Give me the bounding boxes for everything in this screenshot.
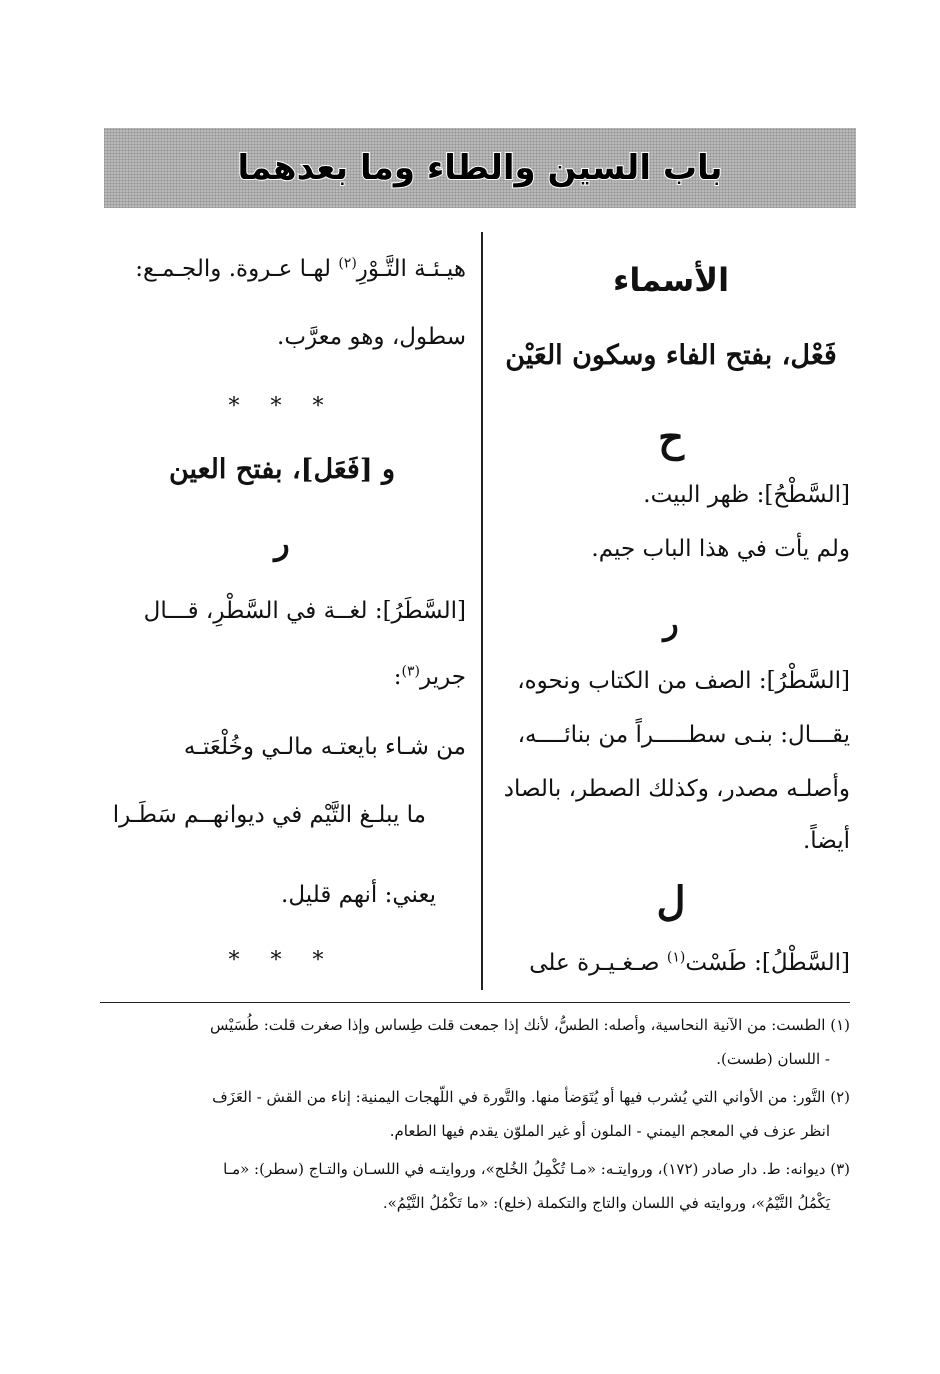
section-title: الأسماء <box>612 261 730 299</box>
separator-stars-bottom: * * * <box>228 948 336 973</box>
entry-satr-line4: أيضاً. <box>802 828 850 854</box>
chapter-banner <box>104 128 856 208</box>
letter-heading-lam: ل <box>656 878 686 925</box>
separator-stars-top: * * * <box>228 394 336 419</box>
entry-satr-line1: [السَّطْرُ]: الصف من الكتاب ونحوه، <box>517 668 850 694</box>
footnote-3-line2: يَكْمُلُ التَّيْمُ»، وروايته في اللسان والتاج والتكملة (خلع): «ما تَكْمُلُ التَّيْمُ». <box>382 1194 830 1212</box>
letter-heading-ra-left: ر <box>274 524 290 562</box>
column-divider <box>481 232 483 990</box>
continuation-line2: سطول، وهو معرَّب. <box>277 324 466 350</box>
poem-line2: ما يبلـغ التَّيْم في ديوانهــم سَطَـرا <box>112 802 426 828</box>
continuation-text-a: هيـئـة التَّـوْرِ <box>356 256 466 282</box>
footnote-2-line1: (٢) التَّور: من الأواني التي يُشرب فيها أو يُتَوَضأ منها. والتَّورة في اللّهجات اليمنية: إناء من القش - العَزَف <box>212 1088 850 1106</box>
footnote-ref-1[interactable]: (١) <box>666 949 686 966</box>
meaning-line: يعني: أنهم قليل. <box>281 882 436 908</box>
entry-satl-text-a: [السَّطْلُ]: طَسْت <box>685 950 850 976</box>
entry-satl-text-b: صـغـيـرة على <box>529 950 667 976</box>
chapter-title: باب السين والطاء وما بعدهما <box>237 148 723 188</box>
poem-line1: من شـاء بايعتـه مالـي وخُلْعَتـه <box>183 734 466 760</box>
pattern-heading-faal: و [فَعَل]، بفتح العين <box>168 454 396 485</box>
entry-satl-line1 <box>492 948 850 978</box>
footnote-3-line1: (٣) ديوانه: ط. دار صادر (١٧٢)، وروايتـه: «مـا تُكْمِلُ الخُلج»، وروايتـه في اللسـان والتـاج (سطر): «مـا <box>223 1160 850 1178</box>
footnote-rule <box>100 1002 850 1003</box>
entry-satr-line2: يقـــال: بنـى سطـــــراً من بنائــــه، <box>517 722 850 748</box>
letter-heading-ha: ح <box>658 414 684 461</box>
continuation-text-b: لهـا عـروة. والجـمـع: <box>135 256 339 282</box>
continuation-line1 <box>98 254 466 284</box>
note-no-jim: ولم يأت في هذا الباب جيم. <box>591 536 850 562</box>
colon: : <box>393 664 402 690</box>
poet-name: جرير <box>420 664 466 690</box>
footnote-ref-2[interactable]: (٢) <box>338 255 357 272</box>
footnote-1-line2: - اللسان (طست). <box>716 1050 830 1068</box>
entry-satar-line1: [السَّطَرُ]: لغــة في السَّطْرِ، قـــال <box>143 598 466 624</box>
footnote-ref-3[interactable]: (٣) <box>401 663 420 680</box>
footnote-1-line1: (١) الطست: من الآنية النحاسية، وأصله: الطسُّ، لأنك إذا جمعت قلت طِساس وإذا صغرت قلت: طُسَيْس <box>209 1016 850 1034</box>
letter-heading-ra: ر <box>663 604 679 642</box>
entry-satar-line2 <box>98 662 466 692</box>
pattern-heading-fal: فَعْل، بفتح الفاء وسكون العَيْن <box>505 340 837 371</box>
entry-satr-line3: وأصلـه مصدر، وكذلك الصطر، بالصاد <box>503 776 850 802</box>
footnote-2-line2: انظر عزف في المعجم اليمني - الملون أو غير الملوّن يقدم فيها الطعام. <box>389 1122 830 1140</box>
entry-sath: [السَّطْحُ]: ظهر البيت. <box>643 482 850 508</box>
